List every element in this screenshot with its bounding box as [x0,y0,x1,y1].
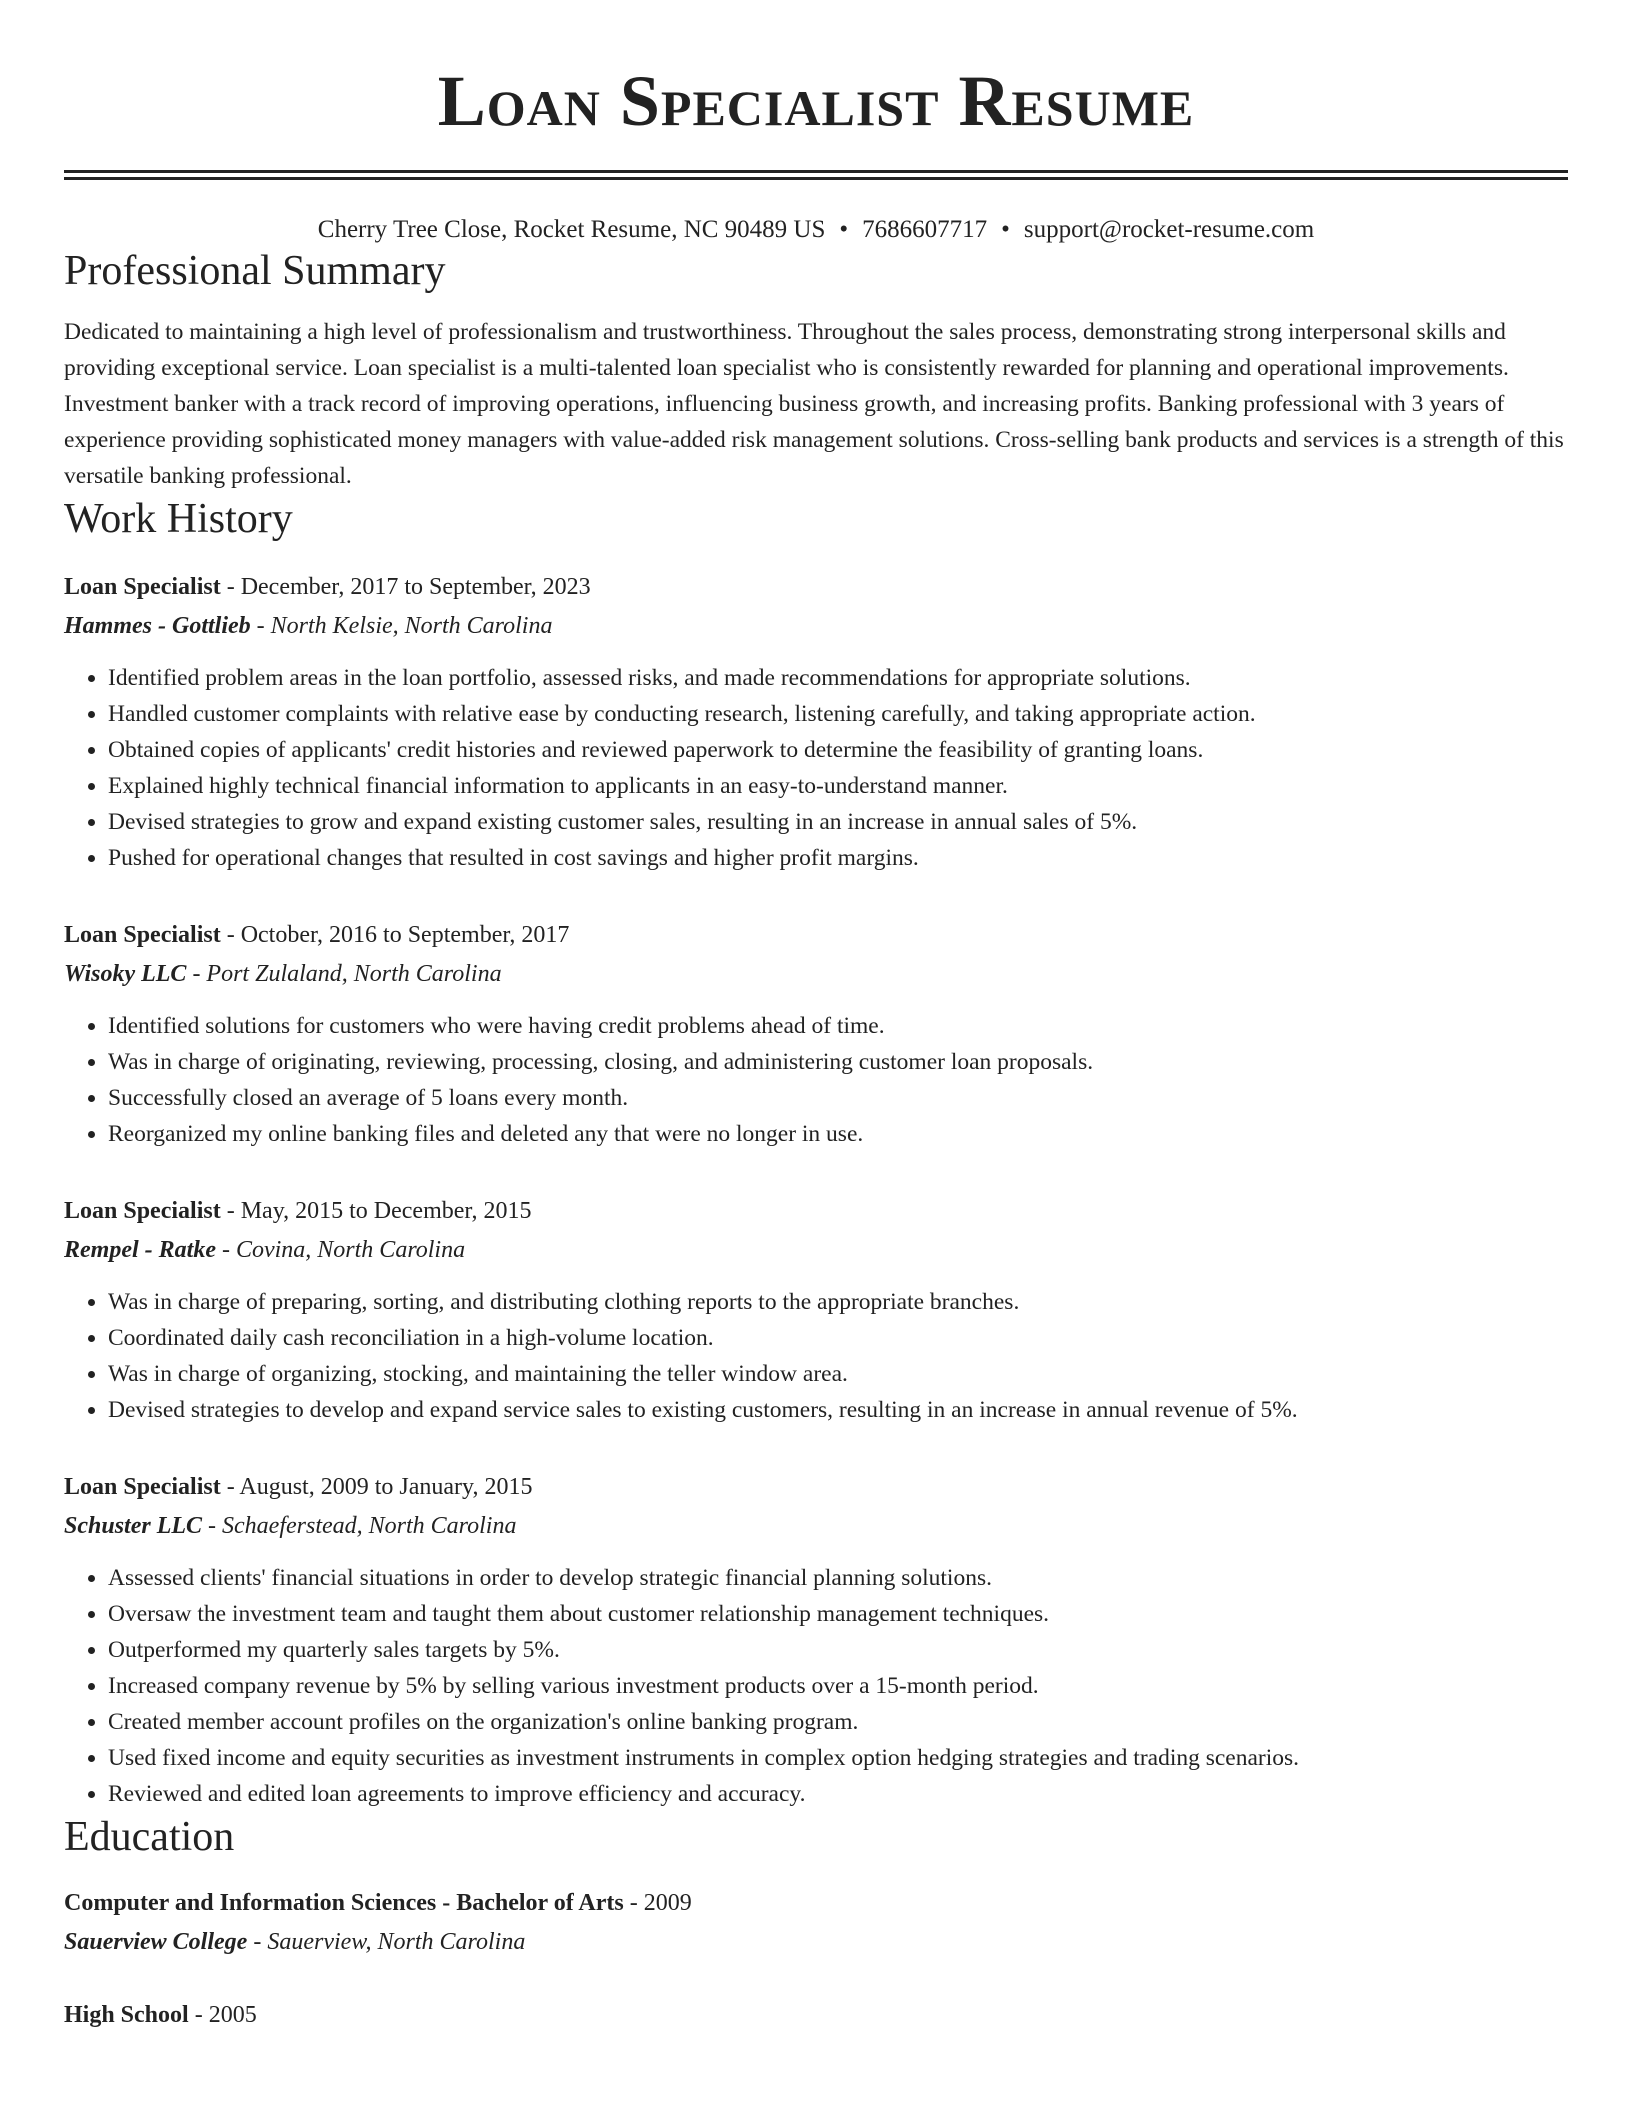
employer-location: - Schaeferstead, North Carolina [202,1513,517,1539]
degree-line [64,1884,1568,1922]
job-title-line [64,916,1568,954]
employer-name: Hammes - Gottlieb [64,613,251,639]
degree-year: - 2005 [188,2002,257,2028]
employer-line [64,1230,1568,1270]
job-title: Loan Specialist [64,922,221,948]
job-entry [64,568,1568,876]
school-location: - Sauerview, North Carolina [247,1929,526,1955]
work-history-heading: Work History [64,496,293,542]
job-dates: - October, 2016 to September, 2017 [220,922,570,948]
job-bullet: • Assessed clients' financial situations in order to develop strategic financial planning solutions. [108,1560,1568,1596]
job-bullet: • Increased company revenue by 5% by selling various investment products over a 15-month period. [108,1668,1568,1704]
employer-name: Schuster LLC [64,1513,203,1539]
title-divider [64,170,1568,180]
job-bullet: • Was in charge of originating, reviewing, processing, closing, and administering customer loan proposals. [108,1044,1568,1080]
school-name: Sauerview College [64,1929,248,1955]
job-bullet: • Identified problem areas in the loan portfolio, assessed risks, and made recommendations for appropriate solutions. [108,660,1568,696]
employer-location: - Covina, North Carolina [215,1237,466,1263]
summary-text: Dedicated to maintaining a high level of professionalism and trustworthiness. Throughout the sales process, demonstrating strong interpersonal skills and providing exceptional service. Loan specialist is a multi-talented loan specialist who is consistently rewarded for planning and operational improvements. Investment banker with a track record of improving operations, influencing business growth, and increasing profits. Banking professional with 3 years of experience providing sophisticated money managers with value-added risk management solutions. Cross-selling bank products and services is a strength of this versatile banking professional. [64,319,1564,489]
job-bullet: • Was in charge of organizing, stocking, and maintaining the teller window area. [108,1356,1568,1392]
job-title-line [64,1468,1568,1506]
job-bullet: • Created member account profiles on the organization's online banking program. [108,1704,1568,1740]
job-bullet: • Reviewed and edited loan agreements to improve efficiency and accuracy. [108,1776,1568,1812]
job-bullet: • Reorganized my online banking files and deleted any that were no longer in use. [108,1116,1568,1152]
education-entry [64,1996,1568,2034]
contact-separator: • [1001,216,1010,243]
employer-name: Rempel - Ratke [64,1237,216,1263]
job-bullet: • Used fixed income and equity securities as investment instruments in complex option hedging strategies and trading scenarios. [108,1740,1568,1776]
contact-line [64,214,1568,246]
job-bullet: • Explained highly technical financial information to applicants in an easy-to-understand manner. [108,768,1568,804]
job-entry [64,1468,1568,1812]
employer-name: Wisoky LLC [64,961,187,987]
contact-phone: 7686607717 [862,216,988,243]
job-bullet: • Was in charge of preparing, sorting, and distributing clothing reports to the appropriate branches. [108,1284,1568,1320]
employer-line [64,606,1568,646]
employer-line [64,954,1568,994]
job-bullets [64,1560,1568,1812]
job-bullet: • Devised strategies to grow and expand existing customer sales, resulting in an increase in annual sales of 5%. [108,804,1568,840]
school-line [64,1922,1568,1962]
degree-year: - 2009 [623,1890,692,1916]
job-title-line [64,568,1568,606]
job-title: Loan Specialist [64,574,221,600]
job-bullet: • Identified solutions for customers who were having credit problems ahead of time. [108,1008,1568,1044]
contact-address: Cherry Tree Close, Rocket Resume, NC 90489 US [317,216,826,243]
job-bullets [64,1284,1568,1428]
job-dates: - August, 2009 to January, 2015 [220,1474,533,1500]
job-bullet: • Oversaw the investment team and taught them about customer relationship management techniques. [108,1596,1568,1632]
job-entry [64,1192,1568,1428]
job-bullet: • Coordinated daily cash reconciliation in a high-volume location. [108,1320,1568,1356]
education-entry [64,1884,1568,1962]
employer-location: - North Kelsie, North Carolina [250,613,553,639]
job-bullet: • Successfully closed an average of 5 loans every month. [108,1080,1568,1116]
job-bullet: • Outperformed my quarterly sales targets by 5%. [108,1632,1568,1668]
job-bullet: • Handled customer complaints with relative ease by conducting research, listening carefully, and taking appropriate action. [108,696,1568,732]
education-heading: Education [64,1814,235,1860]
job-bullet: • Pushed for operational changes that resulted in cost savings and higher profit margins. [108,840,1568,876]
employer-line [64,1506,1568,1546]
job-title: Loan Specialist [64,1198,221,1224]
contact-separator: • [839,216,849,243]
job-dates: - May, 2015 to December, 2015 [220,1198,532,1224]
summary-heading: Professional Summary [64,248,446,294]
job-title-line [64,1192,1568,1230]
job-bullets [64,1008,1568,1152]
job-bullets [64,660,1568,876]
degree-line [64,1996,1568,2034]
resume-title: Loan Specialist Resume [437,61,1195,141]
job-bullet: • Obtained copies of applicants' credit histories and reviewed paperwork to determine the feasibility of granting loans. [108,732,1568,768]
contact-email: support@rocket-resume.com [1023,216,1315,243]
employer-location: - Port Zulaland, North Carolina [186,961,502,987]
job-title: Loan Specialist [64,1474,221,1500]
degree-name: High School [64,2002,189,2028]
job-dates: - December, 2017 to September, 2023 [220,574,591,600]
job-entry [64,916,1568,1152]
job-bullet: • Devised strategies to develop and expand service sales to existing customers, resulting in an increase in annual revenue of 5%. [108,1392,1568,1428]
degree-name: Computer and Information Sciences - Bachelor of Arts [64,1890,624,1916]
